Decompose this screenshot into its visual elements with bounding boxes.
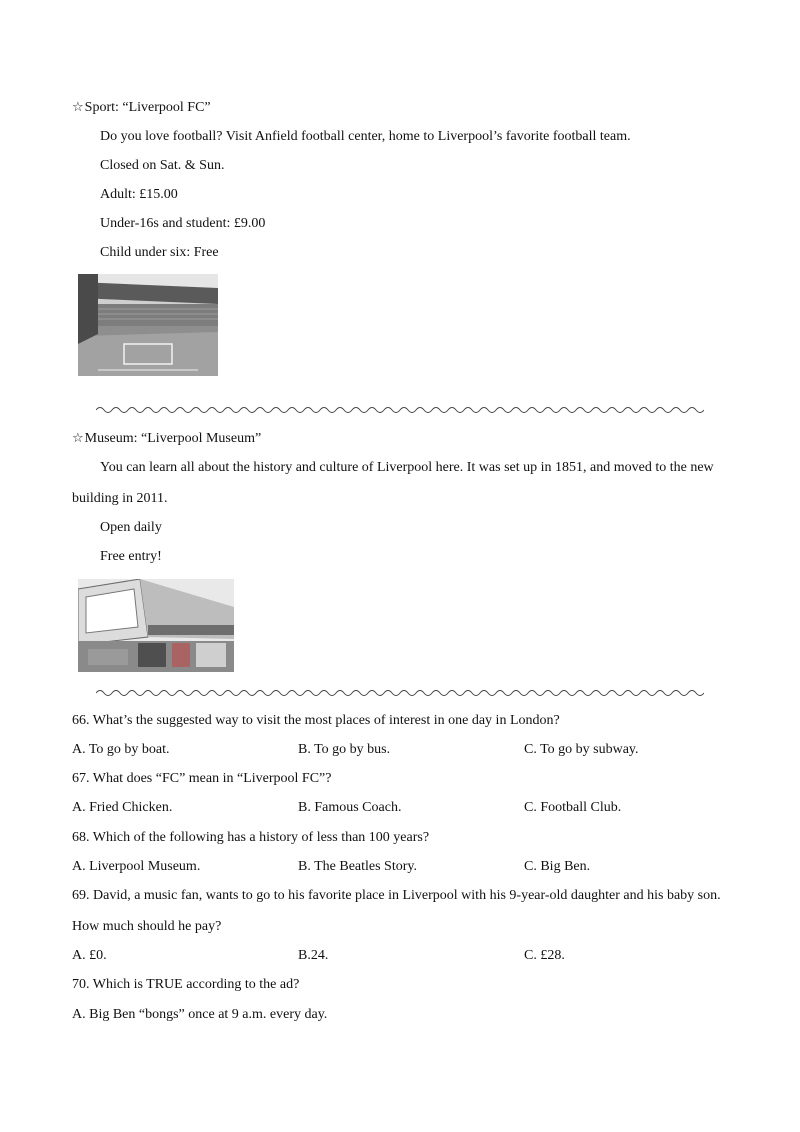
museum-heading-text: Museum: “Liverpool Museum” <box>84 431 262 446</box>
stadium-image <box>78 274 218 376</box>
sport-adult-price: Adult: £15.00 <box>100 187 178 202</box>
option-69-a[interactable]: A. £0. <box>72 948 107 963</box>
museum-building-photo <box>78 579 234 672</box>
stadium-photo <box>78 274 218 376</box>
sport-child-price: Child under six: Free <box>100 245 219 260</box>
sport-intro: Do you love football? Visit Anfield football center, home to Liverpool’s favorite football team. <box>100 129 631 144</box>
museum-open: Open daily <box>100 520 162 535</box>
section-divider <box>96 688 704 698</box>
museum-image <box>78 579 234 672</box>
option-70-a[interactable]: A. Big Ben “bongs” once at 9 a.m. every day. <box>72 1007 328 1022</box>
museum-entry: Free entry! <box>100 549 162 564</box>
star-icon: ☆ <box>72 100 84 115</box>
option-68-a[interactable]: A. Liverpool Museum. <box>72 859 201 874</box>
option-68-c[interactable]: C. Big Ben. <box>524 859 591 874</box>
question-67: 67. What does “FC” mean in “Liverpool FC”? <box>72 771 332 786</box>
sport-heading-text: Sport: “Liverpool FC” <box>84 100 211 115</box>
star-icon: ☆ <box>72 431 84 446</box>
question-68: 68. Which of the following has a history of less than 100 years? <box>72 830 430 845</box>
museum-intro-line1: You can learn all about the history and culture of Liverpool here. It was set up in 1851, and moved to the new <box>100 460 714 475</box>
option-66-b[interactable]: B. To go by bus. <box>298 742 391 757</box>
sport-heading <box>72 99 211 117</box>
option-69-b[interactable]: B.24. <box>298 948 329 963</box>
question-69-line2: How much should he pay? <box>72 919 222 934</box>
option-67-a[interactable]: A. Fried Chicken. <box>72 800 173 815</box>
option-67-b[interactable]: B. Famous Coach. <box>298 800 402 815</box>
museum-intro-line2: building in 2011. <box>72 491 168 506</box>
question-66: 66. What’s the suggested way to visit the most places of interest in one day in London? <box>72 713 560 728</box>
option-67-c[interactable]: C. Football Club. <box>524 800 622 815</box>
option-66-c[interactable]: C. To go by subway. <box>524 742 639 757</box>
sport-closed: Closed on Sat. & Sun. <box>100 158 225 173</box>
option-69-c[interactable]: C. £28. <box>524 948 565 963</box>
question-69-line1: 69. David, a music fan, wants to go to his favorite place in Liverpool with his 9-year-old daughter and his baby son. <box>72 888 721 903</box>
sport-under16-price: Under-16s and student: £9.00 <box>100 216 266 231</box>
museum-heading <box>72 430 261 448</box>
section-divider <box>96 405 704 415</box>
option-68-b[interactable]: B. The Beatles Story. <box>298 859 417 874</box>
option-66-a[interactable]: A. To go by boat. <box>72 742 170 757</box>
question-70: 70. Which is TRUE according to the ad? <box>72 977 300 992</box>
